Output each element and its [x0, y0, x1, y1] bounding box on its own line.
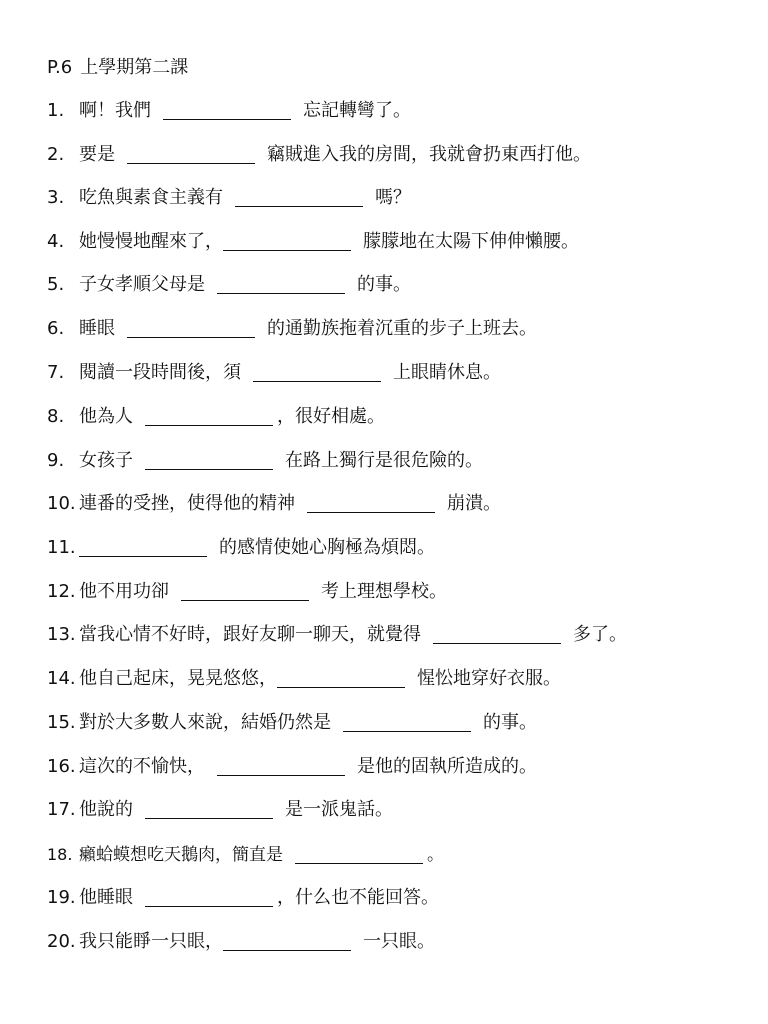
- question-text-before: 她慢慢地醒來了，: [79, 231, 223, 252]
- question-item: [47, 142, 591, 168]
- answer-blank[interactable]: [223, 949, 351, 951]
- question-text-after: 的事。: [483, 712, 537, 733]
- question-text-after: 的感情使她心胸極為煩悶。: [219, 537, 435, 558]
- question-item: [47, 448, 483, 474]
- question-text-before: 對於大多數人來說，結婚仍然是: [79, 712, 331, 733]
- answer-blank[interactable]: [223, 249, 351, 251]
- question-text-before: 睡眼: [79, 318, 115, 339]
- answer-blank[interactable]: [217, 292, 345, 294]
- question-text-after: ，很好相處。: [277, 406, 385, 427]
- question-number: 18.: [47, 845, 73, 864]
- question-number: 6.: [47, 318, 65, 339]
- heading-code: P.6: [47, 57, 73, 78]
- question-text-before: 要是: [79, 144, 115, 165]
- answer-blank[interactable]: [145, 905, 273, 907]
- answer-blank[interactable]: [217, 774, 345, 776]
- answer-blank[interactable]: [145, 817, 273, 819]
- question-text-before: 啊！我們: [79, 100, 151, 121]
- question-number: 2.: [47, 144, 65, 165]
- question-text-before: 他不用功卻: [79, 581, 169, 602]
- question-text-before: 子女孝順父母是: [79, 274, 205, 295]
- question-number: 4.: [47, 231, 65, 252]
- question-item: [47, 491, 501, 517]
- question-number: 14.: [47, 668, 76, 689]
- question-text-after: 一只眼。: [363, 931, 435, 952]
- question-number: 17.: [47, 799, 76, 820]
- heading-title: 上學期第二課: [80, 57, 189, 78]
- question-text-before: 癩蛤蟆想吃天鵝肉，簡直是: [79, 845, 283, 865]
- question-item: [47, 185, 411, 211]
- question-item: [47, 929, 435, 955]
- question-number: 20.: [47, 931, 76, 952]
- answer-blank[interactable]: [277, 686, 405, 688]
- question-number: 3.: [47, 187, 65, 208]
- question-item: [47, 710, 537, 736]
- question-item: [47, 272, 411, 298]
- question-number: 12.: [47, 581, 76, 602]
- question-number: 19.: [47, 887, 76, 908]
- question-text-after: 嗎？: [375, 187, 411, 208]
- question-item: [47, 404, 385, 430]
- question-text-after: 惺忪地穿好衣服。: [417, 668, 561, 689]
- question-text-before: 他說的: [79, 799, 133, 820]
- question-item: [47, 316, 537, 342]
- question-text-before: 連番的受挫，使得他的精神: [79, 493, 295, 514]
- question-text-before: 吃魚與素食主義有: [79, 187, 223, 208]
- answer-blank[interactable]: [163, 118, 291, 120]
- question-number: 8.: [47, 406, 65, 427]
- question-number: 11.: [47, 537, 76, 558]
- question-text-after: 考上理想學校。: [321, 581, 447, 602]
- question-text-after: 在路上獨行是很危險的。: [285, 450, 483, 471]
- question-text-after: 竊賊進入我的房間，我就會扔東西打他。: [267, 144, 591, 165]
- question-item: [47, 666, 561, 692]
- question-text-before: 他為人: [79, 406, 133, 427]
- answer-blank[interactable]: [145, 468, 273, 470]
- question-text-after: 是他的固執所造成的。: [357, 756, 537, 777]
- answer-blank[interactable]: [127, 162, 255, 164]
- answer-blank[interactable]: [235, 205, 363, 207]
- question-text-before: 閱讀一段時間後，須: [79, 362, 241, 383]
- question-item: [47, 535, 435, 561]
- question-item: [47, 579, 447, 605]
- answer-blank[interactable]: [307, 511, 435, 513]
- answer-blank[interactable]: [295, 862, 423, 864]
- question-text-after: 朦朦地在太陽下伸伸懶腰。: [363, 231, 579, 252]
- question-text-after: 。: [427, 845, 444, 865]
- question-item: [47, 754, 537, 780]
- question-item: [47, 229, 579, 255]
- question-number: 13.: [47, 624, 76, 645]
- answer-blank[interactable]: [127, 336, 255, 338]
- question-text-after: 的通勤族拖着沉重的步子上班去。: [267, 318, 537, 339]
- question-number: 1.: [47, 100, 65, 121]
- question-item: [47, 360, 501, 386]
- question-text-before: 女孩子: [79, 450, 133, 471]
- question-text-after: 是一派鬼話。: [285, 799, 393, 820]
- answer-blank[interactable]: [253, 380, 381, 382]
- question-text-after: 上眼睛休息。: [393, 362, 501, 383]
- question-number: 5.: [47, 274, 65, 295]
- question-number: 9.: [47, 450, 65, 471]
- question-item: [47, 885, 439, 911]
- question-text-after: 多了。: [573, 624, 627, 645]
- question-text-before: 當我心情不好時，跟好友聊一聊天，就覺得: [79, 624, 421, 645]
- answer-blank[interactable]: [145, 424, 273, 426]
- question-text-before: 我只能睜一只眼，: [79, 931, 223, 952]
- question-text-after: 的事。: [357, 274, 411, 295]
- question-text-after: 忘記轉彎了。: [303, 100, 411, 121]
- question-number: 16.: [47, 756, 76, 777]
- question-item: [47, 98, 411, 124]
- question-text-after: ，什么也不能回答。: [277, 887, 439, 908]
- question-text-before: 他自己起床，晃晃悠悠，: [79, 668, 277, 689]
- answer-blank[interactable]: [433, 642, 561, 644]
- question-number: 15.: [47, 712, 76, 733]
- question-text-before: 這次的不愉快，: [79, 756, 205, 777]
- question-number: 7.: [47, 362, 65, 383]
- question-text-before: 他睡眼: [79, 887, 133, 908]
- answer-blank[interactable]: [79, 555, 207, 557]
- question-item: [47, 622, 627, 648]
- question-item: [47, 797, 393, 823]
- worksheet-heading: [47, 56, 188, 80]
- question-item: [47, 842, 444, 868]
- question-number: 10.: [47, 493, 76, 514]
- answer-blank[interactable]: [181, 599, 309, 601]
- question-text-after: 崩潰。: [447, 493, 501, 514]
- answer-blank[interactable]: [343, 730, 471, 732]
